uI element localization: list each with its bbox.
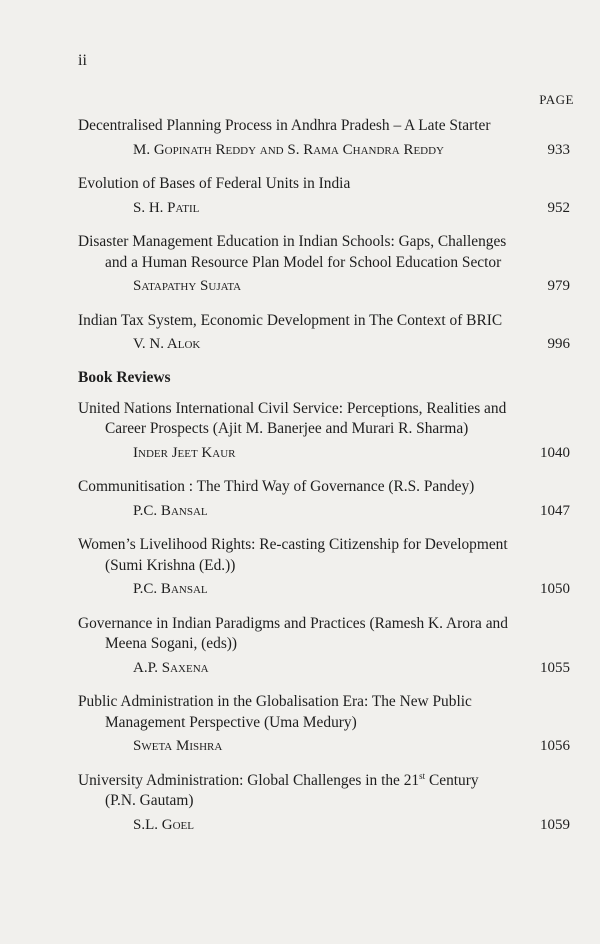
toc-entry [78,399,570,464]
entry-title: Public Administration in the Globalisation Era: The New Public [78,693,472,710]
entry-page-number: 1056 [540,738,570,754]
entry-page-number: 952 [547,199,570,216]
entry-author: A.P. Saxena [133,659,209,676]
entry-title: Women’s Livelihood Rights: Re-casting Citizenship for Development [78,536,508,553]
page-column-header: PAGE [539,92,574,107]
entry-author: P.C. Bansal [133,581,208,597]
toc-entry [78,232,570,297]
entry-title: United Nations International Civil Service: Perceptions, Realities and [78,399,507,417]
folio-number: ii [78,52,87,69]
entry-author: P.C. Bansal [133,502,208,519]
entry-page-number: 979 [547,278,570,294]
entry-author: M. Gopinath Reddy and S. Rama Chandra Reddy [133,141,444,158]
entry-title-continued: Management Perspective (Uma Medury) [105,713,357,731]
entry-author: S. H. Patil [133,199,200,216]
entry-page-number: 1047 [540,502,570,519]
toc-entry [78,692,570,757]
toc-entry [78,614,570,679]
toc-entry [78,174,570,218]
entry-author: V. N. Alok [133,336,201,352]
entry-page-number: 996 [547,336,570,352]
entry-title: Governance in Indian Paradigms and Practices (Ramesh K. Arora and [78,614,508,632]
entry-title: Decentralised Planning Process in Andhra Pradesh – A Late Starter [78,117,491,134]
entry-page-number: 933 [547,141,570,158]
entry-title: Indian Tax System, Economic Development in The Context of BRIC [78,311,503,329]
entry-page-number: 1050 [540,581,570,597]
ordinal-superscript: st [419,770,426,781]
entry-title-continued: Career Prospects (Ajit M. Banerjee and Murari R. Sharma) [105,420,469,437]
entry-title-text: University Administration: Global Challenges in the 21 [78,771,420,789]
entry-author: Inder Jeet Kaur [133,444,236,461]
toc-entry [78,311,570,355]
entry-title [78,771,570,792]
entry-author: Satapathy Sujata [133,278,242,294]
entry-author: Sweta Mishra [133,738,223,754]
toc-entry [78,477,570,521]
entry-title-continued: (P.N. Gautam) [105,792,194,809]
table-of-contents [78,116,570,849]
entry-title-suffix: Century [425,771,479,789]
entry-title-continued: (Sumi Krishna (Ed.)) [105,556,236,574]
entry-title: Evolution of Bases of Federal Units in India [78,175,351,192]
entry-author: S.L. Goel [133,816,194,833]
toc-entry [78,116,570,160]
entry-page-number: 1055 [540,659,570,676]
entry-page-number: 1040 [540,444,570,461]
toc-entry [78,535,570,600]
entry-title: Disaster Management Education in Indian Schools: Gaps, Challenges [78,233,507,250]
toc-entry [78,771,570,836]
entry-title-continued: and a Human Resource Plan Model for School Education Sector [105,253,502,271]
entry-title: Communitisation : The Third Way of Governance (R.S. Pandey) [78,478,475,495]
entry-title-continued: Meena Sogani, (eds)) [105,635,238,652]
section-heading-book-reviews: Book Reviews [78,368,171,386]
entry-page-number: 1059 [540,816,570,833]
